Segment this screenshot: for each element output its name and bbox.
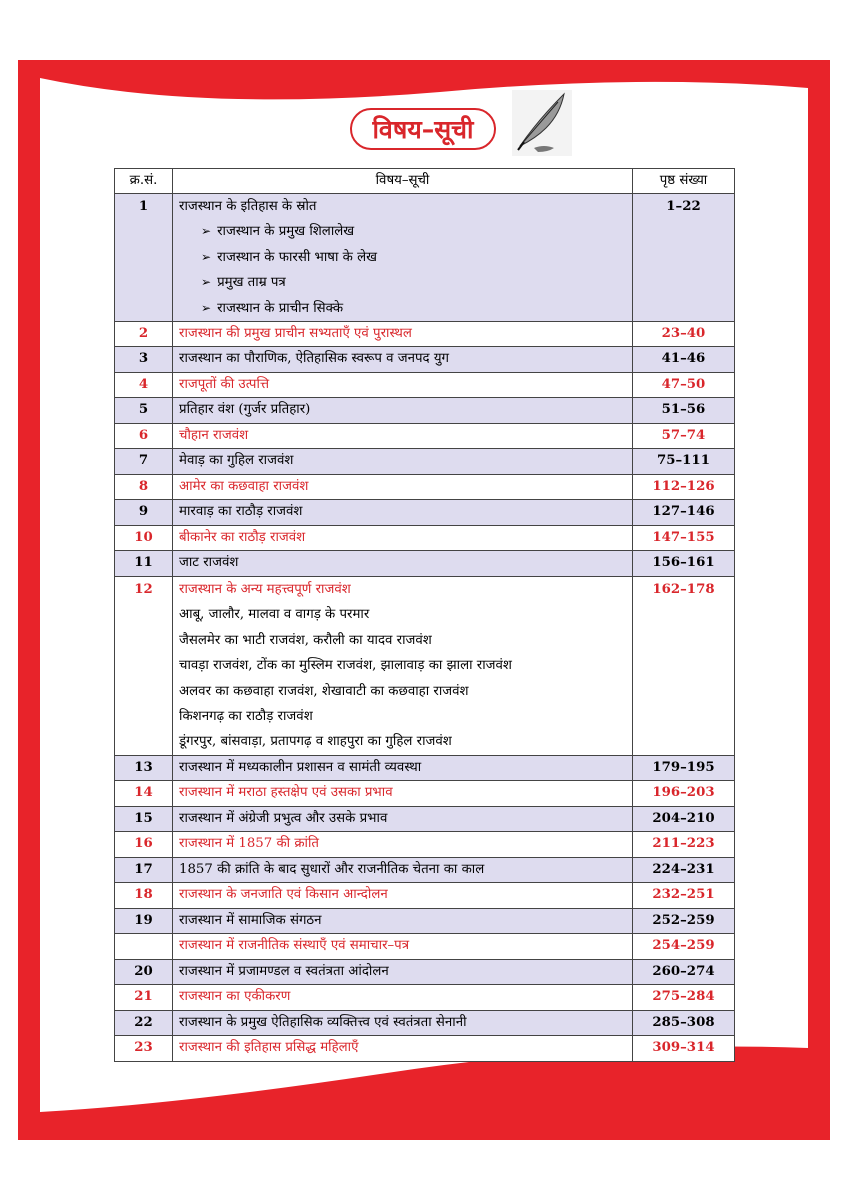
row-serial: 3 <box>115 347 173 373</box>
row-pages: 275–284 <box>633 985 735 1011</box>
row-pages: 285–308 <box>633 1010 735 1036</box>
row-pages: 252–259 <box>633 908 735 934</box>
subtopic-label: डूंगरपुर, बांसवाड़ा, प्रतापगढ़ व शाहपुरा का गुहिल राजवंश <box>179 734 452 750</box>
header-topic: विषय–सूची <box>173 169 633 194</box>
row-topic: राजस्थान का पौराणिक, ऐतिहासिक स्वरूप व जनपद युग <box>173 347 633 373</box>
row-pages: 23–40 <box>633 321 735 347</box>
row-topic: राजस्थान में मध्यकालीन प्रशासन व सामंती व्यवस्था <box>173 755 633 781</box>
table-row <box>115 959 735 985</box>
row-pages: 196–203 <box>633 781 735 807</box>
row-topic: बीकानेर का राठौड़ राजवंश <box>173 525 633 551</box>
row-topic: राजस्थान में सामाजिक संगठन <box>173 908 633 934</box>
table-row <box>115 755 735 781</box>
row-pages: 254–259 <box>633 934 735 960</box>
arrow-bullet-icon: ➢ <box>201 249 212 264</box>
row-serial: 10 <box>115 525 173 551</box>
table-row <box>115 934 735 960</box>
header-pages: पृष्ठ संख्या <box>633 169 735 194</box>
row-pages: 57–74 <box>633 423 735 449</box>
row-pages: 162–178 <box>633 576 735 755</box>
table-row <box>115 398 735 424</box>
table-row <box>115 525 735 551</box>
row-serial: 6 <box>115 423 173 449</box>
table-row <box>115 908 735 934</box>
row-topic <box>173 194 633 322</box>
row-serial: 8 <box>115 474 173 500</box>
row-topic: राजस्थान में प्रजामण्डल व स्वतंत्रता आंदोलन <box>173 959 633 985</box>
row-topic: प्रतिहार वंश (गुर्जर प्रतिहार) <box>173 398 633 424</box>
table-row <box>115 474 735 500</box>
row-pages: 1–22 <box>633 194 735 322</box>
row-pages: 127–146 <box>633 500 735 526</box>
row-pages: 232–251 <box>633 883 735 909</box>
row-topic: आमेर का कछवाहा राजवंश <box>173 474 633 500</box>
subtopic-item <box>179 219 626 244</box>
row-serial <box>115 934 173 960</box>
subtopic-label: आबू, जालौर, मालवा व वागड़ के परमार <box>179 607 370 623</box>
row-serial: 12 <box>115 576 173 755</box>
row-topic: राजस्थान का एकीकरण <box>173 985 633 1011</box>
row-serial: 23 <box>115 1036 173 1062</box>
table-row <box>115 1010 735 1036</box>
subtopic-item <box>179 729 626 754</box>
row-serial: 21 <box>115 985 173 1011</box>
subtopic-label: जैसलमेर का भाटी राजवंश, करौली का यादव राजवंश <box>179 632 432 648</box>
row-serial: 7 <box>115 449 173 475</box>
subtopic-label: प्रमुख ताम्र पत्र <box>217 275 286 291</box>
row-pages: 75–111 <box>633 449 735 475</box>
subtopic-item <box>179 653 626 678</box>
row-topic: राजपूतों की उत्पत्ति <box>173 372 633 398</box>
table-row <box>115 832 735 858</box>
row-topic: राजस्थान में 1857 की क्रांति <box>173 832 633 858</box>
table-row <box>115 576 735 755</box>
row-pages: 224–231 <box>633 857 735 883</box>
table-row <box>115 347 735 373</box>
row-serial: 17 <box>115 857 173 883</box>
row-topic <box>173 576 633 755</box>
table-row <box>115 806 735 832</box>
row-pages: 204–210 <box>633 806 735 832</box>
row-serial: 18 <box>115 883 173 909</box>
row-serial: 20 <box>115 959 173 985</box>
row-pages: 156–161 <box>633 551 735 577</box>
arrow-bullet-icon: ➢ <box>201 300 212 315</box>
row-pages: 51–56 <box>633 398 735 424</box>
table-row <box>115 449 735 475</box>
subtopic-item <box>179 628 626 653</box>
row-serial: 4 <box>115 372 173 398</box>
row-topic-title: राजस्थान के इतिहास के स्रोत <box>179 199 317 214</box>
arrow-bullet-icon: ➢ <box>201 224 212 239</box>
row-topic: राजस्थान में राजनीतिक संस्थाएँ एवं समाचार–पत्र <box>173 934 633 960</box>
table-row <box>115 781 735 807</box>
subtopic-label: किशनगढ़ का राठौड़ राजवंश <box>179 708 313 724</box>
row-pages: 47–50 <box>633 372 735 398</box>
header-serial: क्र.सं. <box>115 169 173 194</box>
subtopic-label: चावड़ा राजवंश, टोंक का मुस्लिम राजवंश, झालावाड़ का झाला राजवंश <box>179 658 512 674</box>
row-topic: चौहान राजवंश <box>173 423 633 449</box>
row-pages: 309–314 <box>633 1036 735 1062</box>
page-title: विषय–सूची <box>372 115 474 144</box>
row-topic: राजस्थान की इतिहास प्रसिद्ध महिलाएँ <box>173 1036 633 1062</box>
subtopic-item <box>179 270 626 295</box>
table-row <box>115 194 735 322</box>
table-row <box>115 857 735 883</box>
table-row <box>115 883 735 909</box>
row-serial: 19 <box>115 908 173 934</box>
row-topic: जाट राजवंश <box>173 551 633 577</box>
row-pages: 260–274 <box>633 959 735 985</box>
row-topic: राजस्थान की प्रमुख प्राचीन सभ्यताएँ एवं पुरास्थल <box>173 321 633 347</box>
row-topic: 1857 की क्रांति के बाद सुधारों और राजनीतिक चेतना का काल <box>173 857 633 883</box>
row-topic: राजस्थान के जनजाति एवं किसान आन्दोलन <box>173 883 633 909</box>
subtopic-item <box>179 704 626 729</box>
contents-table <box>114 168 735 1062</box>
row-pages: 41–46 <box>633 347 735 373</box>
subtopic-item <box>179 679 626 704</box>
row-serial: 13 <box>115 755 173 781</box>
subtopic-item <box>179 602 626 627</box>
arrow-bullet-icon: ➢ <box>201 275 212 290</box>
row-serial: 1 <box>115 194 173 322</box>
row-topic: मेवाड़ का गुहिल राजवंश <box>173 449 633 475</box>
subtopic-label: अलवर का कछवाहा राजवंश, शेखावाटी का कछवाहा राजवंश <box>179 683 469 699</box>
row-serial: 22 <box>115 1010 173 1036</box>
row-topic-title: राजस्थान के अन्य महत्त्वपूर्ण राजवंश <box>179 581 351 597</box>
row-topic: राजस्थान में मराठा हस्तक्षेप एवं उसका प्रभाव <box>173 781 633 807</box>
table-row <box>115 372 735 398</box>
quill-pen-icon <box>510 88 574 158</box>
table-row <box>115 551 735 577</box>
subtopic-label: राजस्थान के फारसी भाषा के लेख <box>217 249 377 265</box>
row-topic: मारवाड़ का राठौड़ राजवंश <box>173 500 633 526</box>
row-pages: 211–223 <box>633 832 735 858</box>
row-serial: 11 <box>115 551 173 577</box>
row-serial: 15 <box>115 806 173 832</box>
row-serial: 14 <box>115 781 173 807</box>
row-pages: 112–126 <box>633 474 735 500</box>
row-topic: राजस्थान के प्रमुख ऐतिहासिक व्यक्तित्त्व एवं स्वतंत्रता सेनानी <box>173 1010 633 1036</box>
table-row <box>115 500 735 526</box>
title-badge <box>350 108 496 150</box>
subtopic-item <box>179 245 626 270</box>
subtopic-item <box>179 296 626 321</box>
table-row <box>115 321 735 347</box>
row-serial: 16 <box>115 832 173 858</box>
subtopic-label: राजस्थान के प्राचीन सिक्के <box>217 300 344 316</box>
row-serial: 2 <box>115 321 173 347</box>
subtopic-label: राजस्थान के प्रमुख शिलालेख <box>217 224 355 240</box>
row-serial: 5 <box>115 398 173 424</box>
table-row <box>115 1036 735 1062</box>
row-pages: 179–195 <box>633 755 735 781</box>
table-row <box>115 985 735 1011</box>
row-pages: 147–155 <box>633 525 735 551</box>
row-topic: राजस्थान में अंग्रेजी प्रभुत्व और उसके प्रभाव <box>173 806 633 832</box>
table-row <box>115 423 735 449</box>
table-header-row <box>115 169 735 194</box>
row-serial: 9 <box>115 500 173 526</box>
